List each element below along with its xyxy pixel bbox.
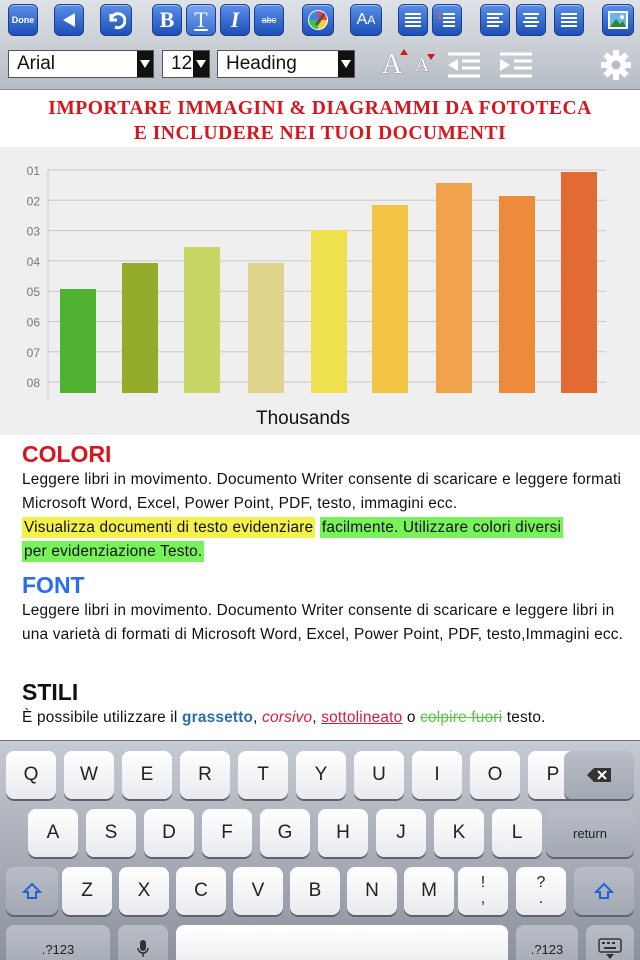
indent-icon (498, 51, 534, 79)
align-justify-button[interactable] (554, 4, 584, 36)
key-z[interactable]: Z (62, 867, 112, 915)
key-e[interactable]: E (122, 751, 172, 799)
highlight-green-text-2: per evidenziazione Testo. (24, 543, 203, 560)
section-heading-colori: COLORI (22, 441, 112, 467)
colori-text: Leggere libri in movimento. Documento Writer consente di scaricare e leggere formati Microsoft Word, Excel, Power Point, PDF, testo, immagini ecc. (22, 471, 622, 512)
chart-bar (60, 289, 96, 393)
outdent-icon (446, 51, 482, 79)
align-left-button[interactable] (480, 4, 510, 36)
title-line-2: E INCLUDERE NEI TUOI DOCUMENTI (133, 123, 507, 144)
key-b[interactable]: B (290, 867, 340, 915)
stili-comma: , (253, 709, 258, 726)
strikethrough-glyph: abc (261, 14, 277, 25)
font-family-select[interactable] (8, 50, 154, 78)
formatting-toolbar (0, 0, 640, 90)
section-heading-font: FONT (22, 572, 85, 598)
align-center-icon (521, 11, 541, 29)
chevron-down-icon (338, 51, 354, 77)
chart-bar (311, 230, 347, 393)
font-family-value: Arial (17, 53, 56, 74)
chart-y-tick-label: 02 (26, 194, 40, 209)
outdent-button[interactable] (444, 48, 484, 82)
stili-end: testo. (506, 709, 546, 726)
done-button[interactable]: Done (8, 4, 38, 36)
shift-icon (594, 882, 614, 900)
shift-icon (22, 882, 42, 900)
dictation-key[interactable] (118, 925, 168, 960)
numbered-list-button[interactable] (432, 4, 462, 36)
chart-bar (372, 205, 408, 393)
font-size-glyph: AA (356, 11, 376, 28)
key-exclamation-bottom: , (480, 890, 486, 907)
bullet-list-button[interactable] (398, 4, 428, 36)
photo-icon (607, 10, 629, 30)
section-colori (22, 440, 628, 564)
key-s[interactable]: S (86, 809, 136, 857)
italic-sample: corsivo (262, 709, 313, 726)
key-exclamation[interactable] (458, 867, 508, 915)
bold-button[interactable] (152, 4, 182, 36)
key-t[interactable]: T (238, 751, 288, 799)
key-k[interactable]: K (434, 809, 484, 857)
key-v[interactable]: V (233, 867, 283, 915)
onscreen-keyboard (0, 740, 640, 960)
stili-or: o (406, 709, 416, 726)
key-question-top: ? (536, 874, 546, 891)
key-a[interactable]: A (28, 809, 78, 857)
key-r[interactable]: R (180, 751, 230, 799)
underline-glyph: T (194, 7, 208, 32)
font-size-value: 12 (171, 53, 193, 74)
key-exclamation-top: ! (480, 874, 486, 891)
bold-glyph: B (159, 7, 175, 32)
bold-sample: grassetto (182, 709, 254, 726)
decrease-font-icon: A (415, 54, 429, 77)
section-body-stili (22, 706, 628, 730)
chart-x-axis-label: Thousands (255, 408, 351, 429)
align-center-button[interactable] (516, 4, 546, 36)
chart-bar (499, 196, 535, 393)
chart-y-tick-label: 07 (26, 345, 40, 360)
chart-y-tick-label: 04 (26, 254, 40, 269)
chart-y-tick-label: 08 (26, 376, 40, 391)
key-h[interactable]: H (318, 809, 368, 857)
align-justify-icon (559, 11, 579, 29)
key-l[interactable]: L (492, 809, 542, 857)
shift-key-left[interactable] (6, 867, 58, 915)
decrease-font-button[interactable] (402, 48, 442, 82)
chart-y-tick-label: 05 (26, 285, 40, 300)
undo-icon (106, 10, 126, 30)
strikethrough-sample: colpire fuori (420, 709, 503, 726)
chart-bar (561, 172, 597, 393)
chart-bar (248, 263, 284, 393)
key-x[interactable]: X (119, 867, 169, 915)
bar-chart-image (0, 147, 640, 435)
section-body-font: Leggere libri in movimento. Documento Writer consente di scaricare e leggere libri in una varietà di formati di Microsoft Word, Excel, Power Point, PDF, testo,Immagini ecc. (22, 602, 624, 643)
highlight-green-text-1: facilmente. Utilizzare colori diversi (321, 519, 562, 536)
key-u[interactable]: U (354, 751, 404, 799)
key-n[interactable]: N (347, 867, 397, 915)
numbers-key-left[interactable]: .?123 (6, 925, 110, 960)
key-question[interactable] (516, 867, 566, 915)
gear-icon (600, 49, 632, 81)
key-m[interactable]: M (404, 867, 454, 915)
key-i[interactable]: I (412, 751, 462, 799)
chart-y-tick-label: 06 (26, 315, 40, 330)
document-title (0, 96, 640, 146)
color-wheel-icon (307, 9, 329, 31)
backspace-key[interactable] (564, 751, 634, 799)
highlight-yellow-text: Visualizza documenti di testo evidenziare (24, 519, 314, 536)
key-q[interactable]: Q (6, 751, 56, 799)
italic-glyph: I (230, 7, 240, 32)
color-picker-button[interactable] (302, 4, 334, 36)
increase-font-icon: A (382, 49, 402, 81)
numbers-key-right[interactable]: .?123 (516, 925, 578, 960)
back-button[interactable] (54, 4, 84, 36)
key-w[interactable]: W (64, 751, 114, 799)
settings-button[interactable] (596, 48, 636, 82)
key-o[interactable]: O (470, 751, 520, 799)
undo-button[interactable] (100, 4, 132, 36)
title-line-1: IMPORTARE IMMAGINI & DIAGRAMMI DA FOTOTECA (48, 98, 592, 119)
insert-image-button[interactable] (602, 4, 634, 36)
key-p[interactable]: P (528, 751, 578, 799)
font-size-select[interactable] (162, 50, 210, 78)
key-j[interactable]: J (376, 809, 426, 857)
numbered-list-icon (437, 11, 457, 29)
chevron-down-icon (137, 51, 153, 77)
key-d[interactable]: D (144, 809, 194, 857)
microphone-icon (136, 939, 150, 959)
key-f[interactable]: F (202, 809, 252, 857)
chart-y-tick-label: 01 (26, 164, 40, 178)
triangle-left-icon (62, 12, 76, 28)
bar-chart (0, 147, 640, 435)
underline-sample: sottolineato (321, 709, 403, 726)
space-key[interactable] (176, 925, 508, 960)
keyboard-hide-icon (598, 938, 622, 960)
paragraph-style-value: Heading (226, 53, 297, 74)
underline-button[interactable] (186, 4, 216, 36)
chart-bar (122, 263, 158, 393)
strikethrough-button[interactable] (254, 4, 284, 36)
stili-intro: È possibile utilizzare il (22, 709, 178, 726)
section-font (22, 571, 628, 647)
italic-button[interactable] (220, 4, 250, 36)
chart-bar (436, 183, 472, 393)
section-heading-stili: STILI (22, 679, 79, 705)
key-y[interactable]: Y (296, 751, 346, 799)
font-size-button[interactable] (350, 4, 382, 36)
key-c[interactable]: C (176, 867, 226, 915)
section-stili (22, 678, 628, 730)
chart-y-tick-label: 03 (26, 224, 40, 239)
hide-keyboard-key[interactable] (586, 925, 634, 960)
backspace-icon (586, 767, 612, 783)
chart-bar (184, 247, 220, 393)
stili-comma-2: , (312, 709, 317, 726)
section-body-colori (22, 468, 628, 564)
document-canvas[interactable] (0, 90, 640, 740)
chevron-down-icon (193, 51, 209, 77)
key-g[interactable]: G (260, 809, 310, 857)
return-key[interactable]: return (546, 809, 634, 857)
indent-button[interactable] (496, 48, 536, 82)
shift-key-right[interactable] (574, 867, 634, 915)
list-icon (403, 11, 423, 29)
paragraph-style-select[interactable] (217, 50, 355, 78)
align-left-icon (485, 11, 505, 29)
key-question-bottom: . (538, 890, 544, 907)
